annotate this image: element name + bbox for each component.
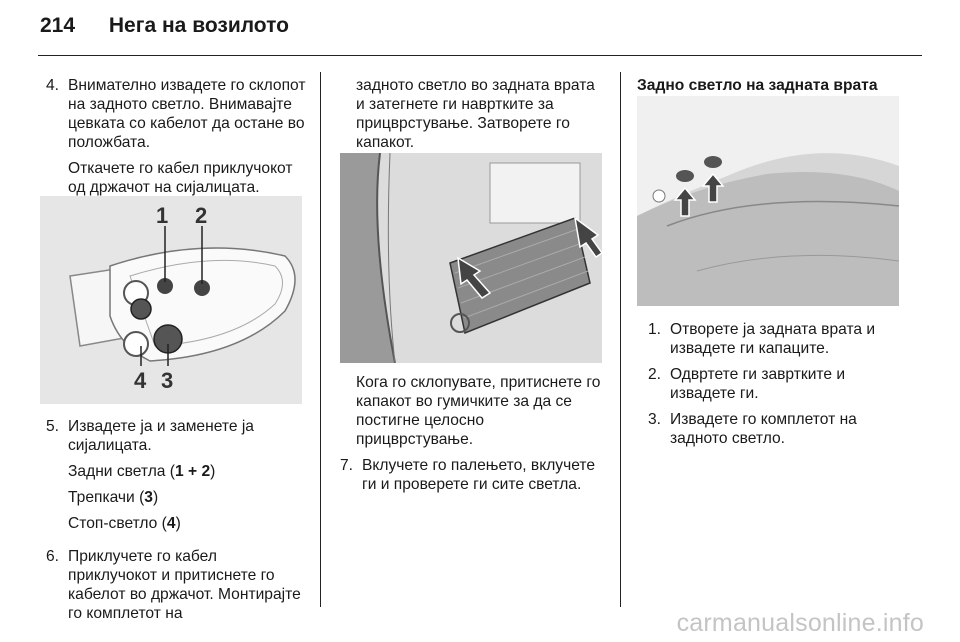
stop-light-line: Стоп-светло (4) <box>68 515 181 532</box>
assembly-note: Кога го склопувате, притиснете го капакот во гумичките за да се постигне целосно прицврстување. <box>356 374 601 448</box>
step-number: 3. <box>648 411 662 428</box>
taillight-bulbs-figure <box>40 196 302 404</box>
step-text: Внимателно извадете го склопот на задното светло. Внимавајте цевката со кабелот да остане во положбата. <box>68 77 306 151</box>
column-2-lower <box>340 373 604 501</box>
column-2 <box>356 76 604 159</box>
step-number: 5. <box>46 418 60 435</box>
step-2 <box>648 365 900 403</box>
step-text: Извадете го комплетот на задното светло. <box>670 411 857 447</box>
step-4 <box>46 76 308 204</box>
step-text: Вклучете го палењето, вклучете ги и проверете ги сите светла. <box>362 457 596 493</box>
continued-text: задното светло во задната врата и затегнете ги навртките за прицврстување. Затворете го капакот. <box>356 77 595 151</box>
header-rule <box>38 55 922 56</box>
page-number: 214 <box>40 14 76 37</box>
column-divider-1 <box>320 72 321 607</box>
callout-3: 3 <box>161 368 174 393</box>
step-text: Отворете ја задната врата и извадете ги капаците. <box>670 321 876 357</box>
step-number: 4. <box>46 77 60 94</box>
step-text: Приклучете го кабел приклучокот и притиснете го кабелот во држачот. Монтирајте го комплетот на <box>68 548 301 622</box>
step-3 <box>648 410 900 448</box>
step-text: Извадете ја и заменете ја сијалицата. <box>68 418 254 454</box>
step-text-extra: Откачете го кабел приклучокот од држачот на сијалицата. <box>68 160 293 196</box>
step-number: 6. <box>46 548 60 565</box>
callout-2: 2 <box>195 203 208 228</box>
watermark: carmanualsonline.info <box>676 609 924 637</box>
step-5 <box>46 417 308 540</box>
tailgate-figure <box>637 96 899 306</box>
column-divider-2 <box>620 72 621 607</box>
step-number: 7. <box>340 457 354 474</box>
column-1 <box>46 76 308 211</box>
callout-1: 1 <box>156 203 169 228</box>
step-6 <box>46 547 308 623</box>
section-heading: Задно светло на задната врата <box>637 77 878 94</box>
page-header <box>40 14 289 38</box>
trunk-cover-illustration <box>340 153 602 363</box>
rear-lights-line: Задни светла (1 + 2) <box>68 463 216 480</box>
callout-4: 4 <box>134 368 147 393</box>
step-1 <box>648 320 900 358</box>
column-1-lower <box>46 417 308 630</box>
step-text: Одвртете ги завртките и извадете ги. <box>670 366 846 402</box>
blinkers-line: Трепкачи (3) <box>68 489 159 506</box>
taillight-bulbs-illustration <box>40 196 302 404</box>
tailgate-illustration <box>637 96 899 306</box>
page-title: Нега на возилото <box>108 14 289 37</box>
step-number: 2. <box>648 366 662 383</box>
column-3-lower <box>648 320 900 455</box>
step-7 <box>340 456 604 494</box>
trunk-cover-figure <box>340 153 602 363</box>
step-number: 1. <box>648 321 662 338</box>
